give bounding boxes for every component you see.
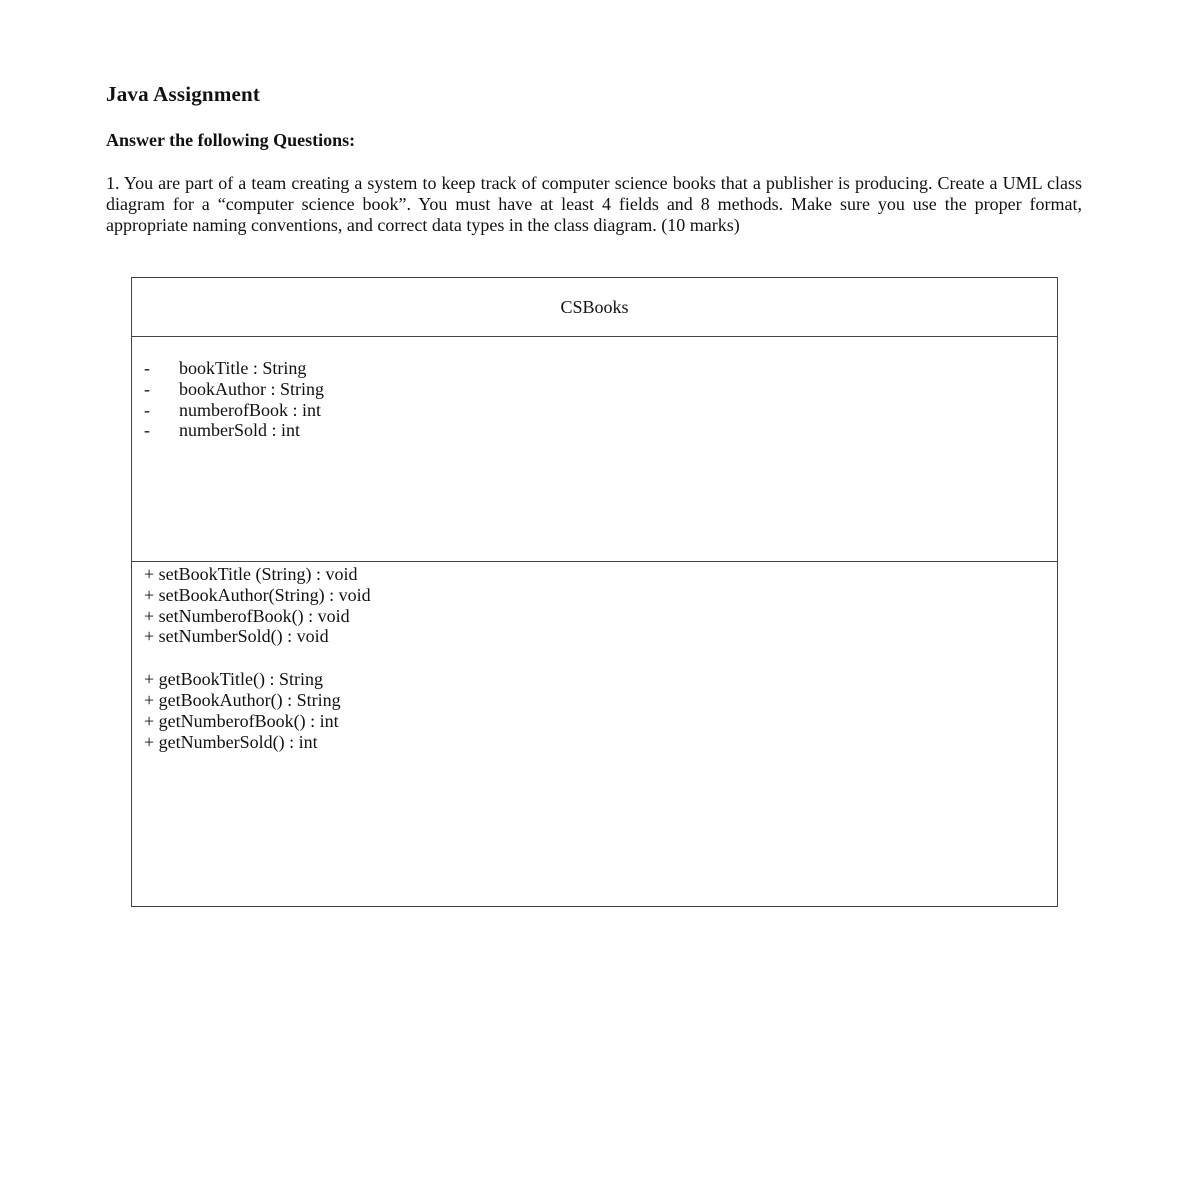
uml-getter-method: + getBookAuthor() : String (144, 689, 341, 710)
uml-setter-method: + setNumberSold() : void (144, 626, 329, 647)
field-visibility: - (144, 358, 150, 378)
uml-setter-method: + setBookTitle (String) : void (144, 564, 358, 584)
uml-field (132, 420, 1057, 441)
document-subtitle: Answer the following Questions: (106, 130, 356, 150)
field-text: numberofBook : int (179, 399, 321, 420)
uml-setter-method: + setBookAuthor(String) : void (144, 584, 371, 605)
uml-class-name: CSBooks (560, 296, 629, 317)
question-text: 1. You are part of a team creating a system to keep track of computer science books that a publisher is producing. Create a UML class diagram for a “computer science book”. You must have at least 4 fields and 8 methods. Make sure you use the proper format, appropriate naming conventions, and correct data types in the class diagram. (10 marks) (106, 173, 1082, 235)
field-visibility: - (144, 420, 150, 441)
uml-setter-method: + setNumberofBook() : void (144, 605, 350, 626)
uml-methods-compartment (132, 562, 1057, 752)
uml-class-diagram (131, 277, 1058, 907)
document-title: Java Assignment (106, 82, 261, 106)
uml-class-name-compartment (132, 278, 1057, 337)
uml-getter-method: + getNumberSold() : int (144, 731, 318, 752)
field-text: numberSold : int (179, 420, 300, 441)
uml-getter-method: + getBookTitle() : String (144, 669, 323, 690)
field-visibility: - (144, 378, 150, 399)
uml-getter-method: + getNumberofBook() : int (144, 710, 339, 731)
uml-field (132, 358, 1057, 379)
method-group-spacer (144, 647, 1057, 669)
field-text: bookAuthor : String (179, 378, 325, 399)
uml-field (132, 379, 1057, 400)
field-visibility: - (144, 399, 150, 420)
uml-fields-compartment (132, 337, 1057, 562)
uml-field (132, 400, 1057, 421)
field-text: bookTitle : String (179, 358, 307, 378)
